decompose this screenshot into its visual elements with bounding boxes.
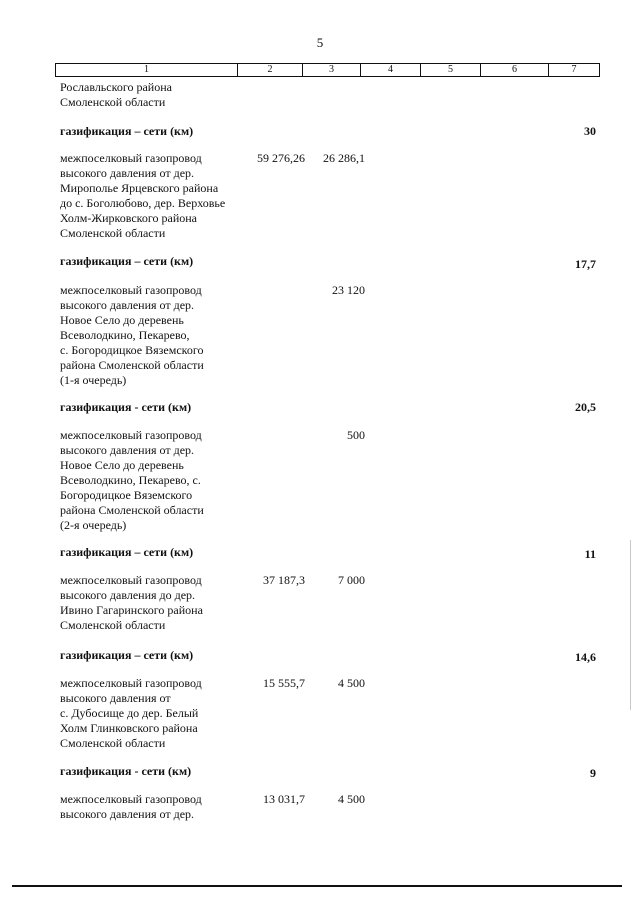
header-col-7: 7: [571, 64, 577, 75]
header-col-5: 5: [421, 64, 481, 76]
item-value-col3: 26 286,1: [323, 151, 365, 165]
intro-text: Рославльского района Смоленской области: [60, 80, 172, 109]
bottom-rule: [12, 885, 622, 887]
item-value-col3: 4 500: [338, 792, 365, 806]
item-value-col2: 13 031,7: [263, 792, 305, 806]
section-heading: газификация – сети (км): [60, 648, 194, 662]
section-heading: газификация – сети (км): [60, 545, 194, 559]
section-heading: газификация - сети (км): [60, 400, 192, 414]
item-description: межпоселковый газопровод высокого давления от дер. Мирополье Ярцевского района до с. Боголюбово, дер. Верховье Холм-Жирковского района Смоленской области: [60, 151, 226, 240]
scan-edge-mark: [630, 540, 631, 710]
item-value-col3: 500: [347, 428, 365, 442]
item-description: межпоселковый газопровод высокого давления от с. Дубосище до дер. Белый Холм Глинковского района Смоленской области: [60, 676, 202, 750]
item-description: межпоселковый газопровод высокого давления от дер. Новое Село до деревень Всеволодкино, Пекарево, с. Богородицкое Вяземского района Смоленской области (2-я очередь): [60, 428, 204, 532]
section-value-col7: 17,7: [575, 257, 596, 271]
page-number: 5: [316, 35, 324, 50]
item-value-col2: 59 276,26: [257, 151, 305, 165]
header-col-1: 1: [56, 64, 238, 76]
item-description: межпоселковый газопровод высокого давления от дер. Новое Село до деревень Всеволодкино, Пекарево, с. Богородицкое Вяземского района Смоленской области (1-я очередь): [60, 283, 204, 387]
item-description: межпоселковый газопровод высокого давления до дер. Ивино Гагаринского района Смоленской области: [60, 573, 203, 632]
section-value-col7: 14,6: [575, 650, 596, 664]
item-value-col3: 4 500: [338, 676, 365, 690]
item-value-col3: 7 000: [338, 573, 365, 587]
section-value-col7: 9: [590, 766, 596, 780]
header-col-3: 3: [303, 64, 361, 76]
header-col-6: 6: [481, 64, 549, 76]
header-col-4: 4: [361, 64, 421, 76]
section-value-col7: 11: [584, 547, 596, 561]
section-value-col7: 20,5: [575, 400, 596, 414]
column-header-row: [55, 63, 600, 77]
item-description: межпоселковый газопровод высокого давления от дер.: [60, 792, 202, 821]
section-value-col7: 30: [584, 124, 596, 138]
section-heading: газификация – сети (км): [60, 124, 194, 138]
item-value-col3: 23 120: [332, 283, 365, 297]
section-heading: газификация - сети (км): [60, 764, 192, 778]
item-value-col2: 37 187,3: [263, 573, 305, 587]
section-heading: газификация – сети (км): [60, 254, 194, 268]
item-value-col2: 15 555,7: [263, 676, 305, 690]
header-col-2: 2: [238, 64, 303, 76]
